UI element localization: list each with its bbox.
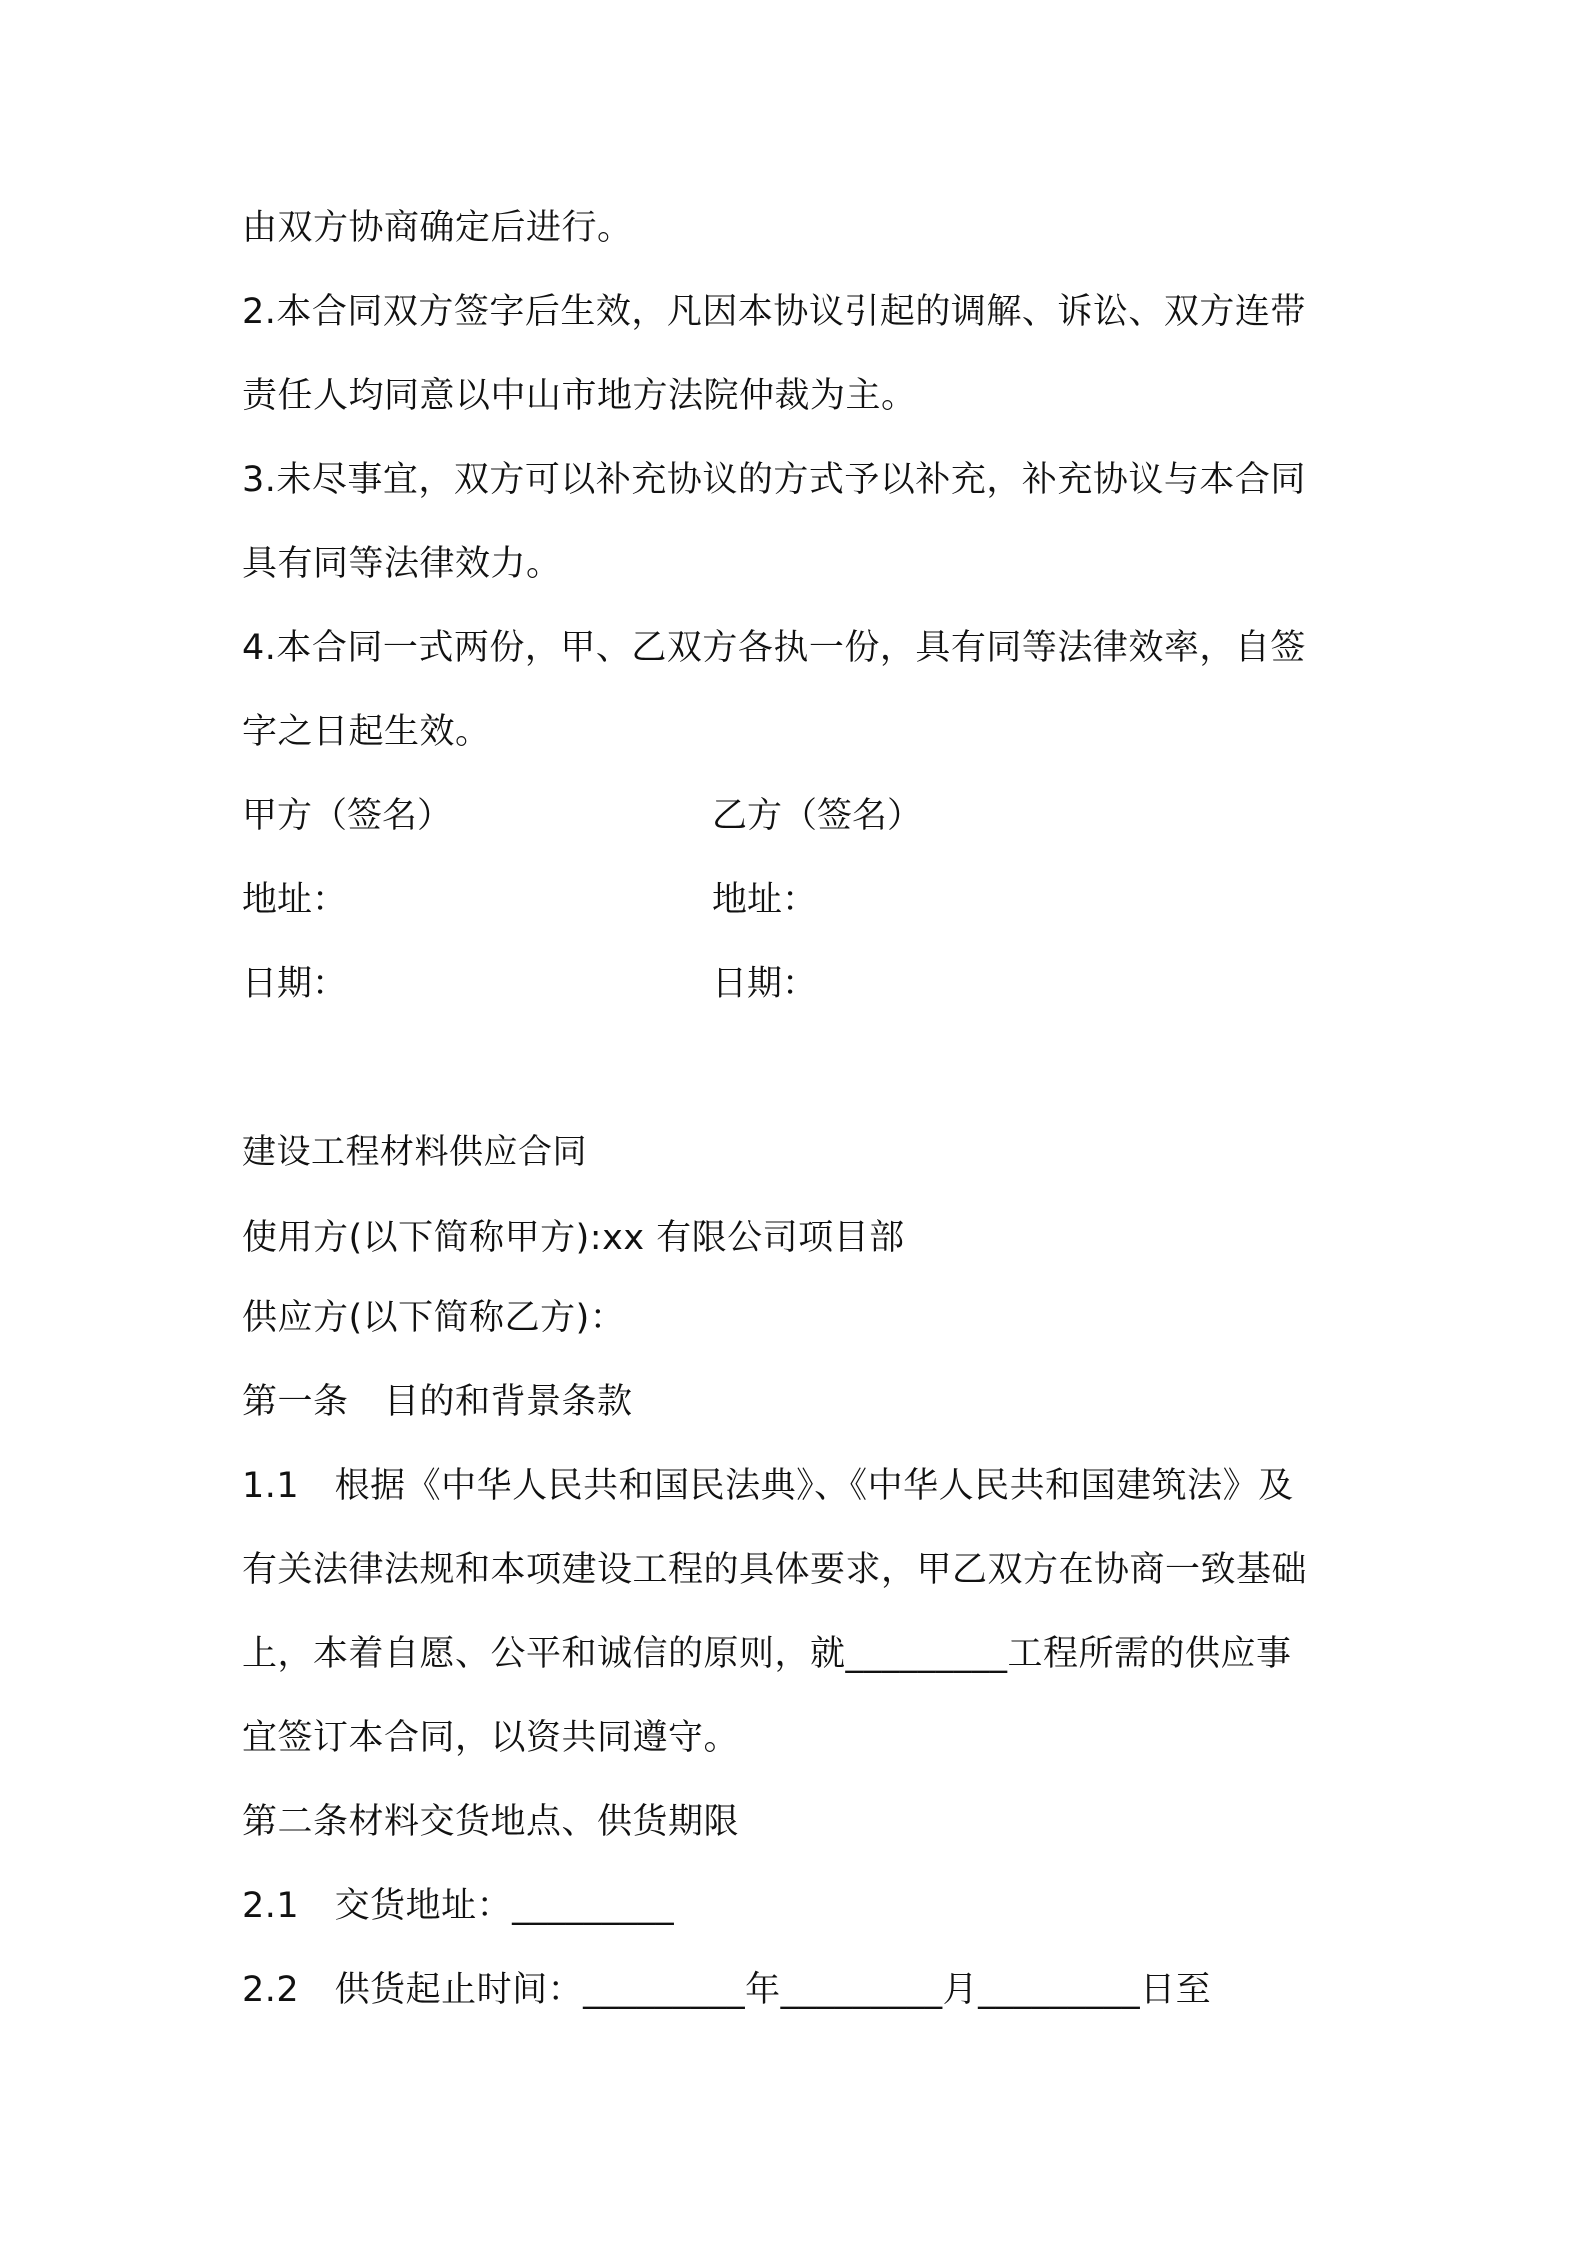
article2-text-line: 2.2 供货起止时间：_________年_________月_________日至 <box>242 1970 1212 2010</box>
clause-text-line: 由双方协商确定后进行。 <box>242 208 633 248</box>
party-a-date-label: 日期： <box>242 964 348 1004</box>
party-b-signature-label: 乙方（签名） <box>712 796 923 836</box>
article2-heading: 第二条材料交货地点、供货期限 <box>242 1802 740 1842</box>
article1-text-line: 1.1 根据《中华人民共和国民法典》、《中华人民共和国建筑法》及 <box>242 1466 1294 1506</box>
article2-text-line: 2.1 交货地址：_________ <box>242 1886 675 1926</box>
article1-text-line: 有关法律法规和本项建设工程的具体要求，甲乙双方在协商一致基础 <box>242 1550 1308 1590</box>
party-a-signature-label: 甲方（签名） <box>242 796 453 836</box>
clause-text-line: 具有同等法律效力。 <box>242 544 562 584</box>
user-party-line: 使用方(以下简称甲方):xx 有限公司项目部 <box>242 1218 905 1258</box>
clause-text-line: 4.本合同一式两份，甲、乙双方各执一份，具有同等法律效率，自签 <box>242 628 1306 668</box>
party-b-address-label: 地址： <box>712 880 818 920</box>
clause-text-line: 3.未尽事宜，双方可以补充协议的方式予以补充，补充协议与本合同 <box>242 460 1306 500</box>
party-b-date-label: 日期： <box>712 964 818 1004</box>
clause-text-line: 责任人均同意以中山市地方法院仲裁为主。 <box>242 376 917 416</box>
article1-heading: 第一条 目的和背景条款 <box>242 1382 633 1422</box>
clause-text-line: 字之日起生效。 <box>242 712 491 752</box>
contract-title: 建设工程材料供应合同 <box>242 1132 587 1172</box>
supplier-party-line: 供应方(以下简称乙方)： <box>242 1298 626 1338</box>
article1-text-line: 宜签订本合同，以资共同遵守。 <box>242 1718 740 1758</box>
party-a-address-label: 地址： <box>242 880 348 920</box>
clause-text-line: 2.本合同双方签字后生效，凡因本协议引起的调解、诉讼、双方连带 <box>242 292 1306 332</box>
article1-text-line: 上，本着自愿、公平和诚信的原则，就_________工程所需的供应事 <box>242 1634 1292 1674</box>
